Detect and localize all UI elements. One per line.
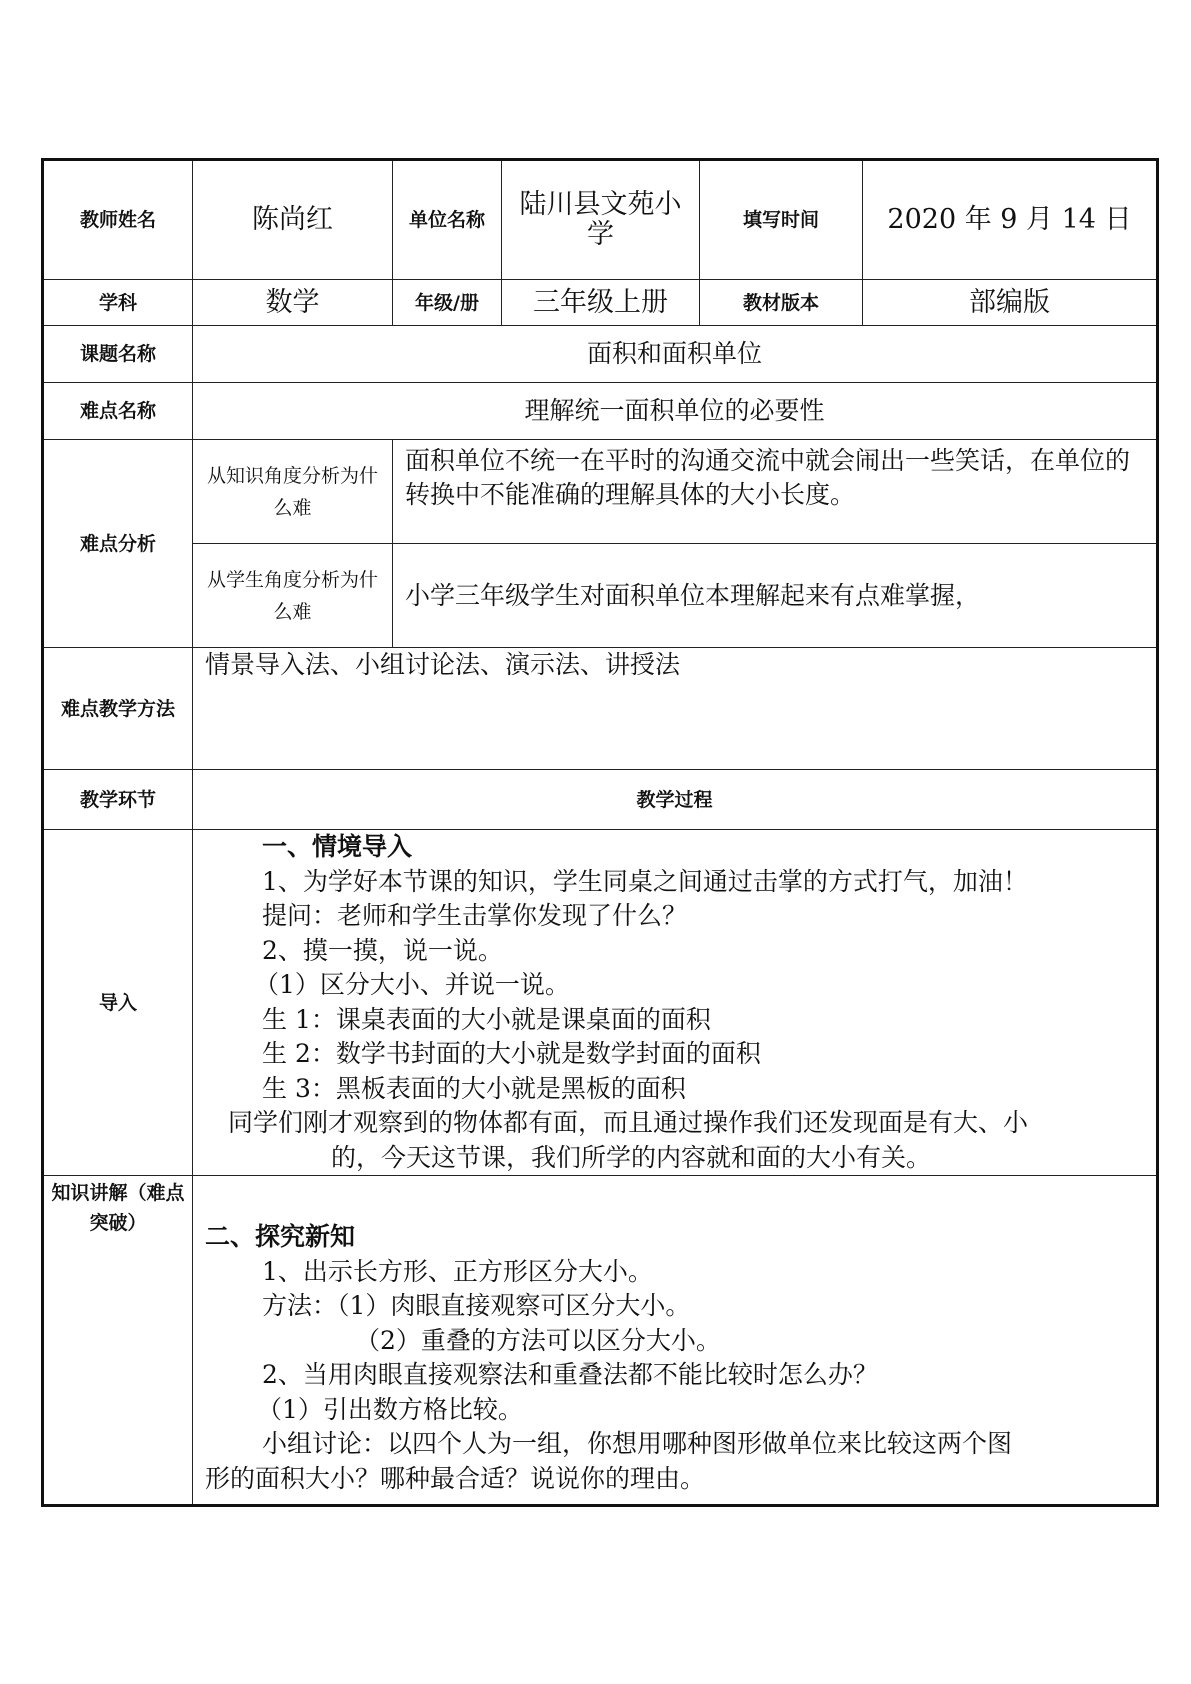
intro-line: 1、为学好本节课的知识，学生同桌之间通过击掌的方式打气，加油！ — [262, 866, 1028, 896]
intro-content — [193, 830, 1158, 1176]
method-label: 难点教学方法 — [43, 648, 193, 770]
lesson-plan-table — [41, 158, 1159, 1507]
knowledge-row — [43, 1176, 1158, 1506]
edition-label: 教材版本 — [700, 280, 863, 326]
grade-label: 年级/册 — [393, 280, 502, 326]
subject-value: 数学 — [193, 280, 393, 326]
knowledge-line: 2、当用肉眼直接观察法和重叠法都不能比较时怎么办？ — [262, 1360, 878, 1389]
intro-line: （1）区分大小、并说一说。 — [254, 970, 570, 999]
knowledge-line: 形的面积大小？哪种最合适？说说你的理由。 — [205, 1463, 706, 1493]
intro-line: 生 2：数学书封面的大小就是数学封面的面积 — [262, 1039, 761, 1068]
date-label: 填写时间 — [700, 160, 863, 280]
analysis-student-row — [43, 544, 1158, 648]
unit-value: 陆川县文苑小学 — [502, 160, 700, 280]
subject-label: 学科 — [43, 280, 193, 326]
student-angle-label: 从学生角度分析为什么难 — [193, 544, 393, 648]
knowledge-line: 方法：（1）肉眼直接观察可区分大小。 — [262, 1291, 691, 1320]
grade-value: 三年级上册 — [502, 280, 700, 326]
teacher-row — [43, 160, 1158, 280]
teacher-value: 陈尚红 — [193, 160, 393, 280]
intro-row — [43, 830, 1158, 1176]
knowledge-line: 1、出示长方形、正方形区分大小。 — [262, 1256, 653, 1286]
student-angle-text: 小学三年级学生对面积单位本理解起来有点难掌握， — [393, 544, 1158, 648]
intro-summary: 的，今天这节课，我们所学的内容就和面的大小有关。 — [331, 1142, 932, 1172]
analysis-label: 难点分析 — [43, 440, 193, 648]
topic-row — [43, 326, 1158, 383]
knowledge-heading: 二、探究新知 — [205, 1222, 356, 1251]
topic-label: 课题名称 — [43, 326, 193, 383]
knowledge-content — [193, 1176, 1158, 1506]
date-value: 2020 年 9 月 14 日 — [863, 160, 1158, 280]
difficulty-row — [43, 383, 1158, 440]
teacher-label: 教师姓名 — [43, 160, 193, 280]
knowledge-line: （2）重叠的方法可以区分大小。 — [355, 1325, 721, 1355]
edition-value: 部编版 — [863, 280, 1158, 326]
intro-heading: 一、情境导入 — [262, 832, 413, 861]
knowledge-line: 小组讨论：以四个人为一组，你想用哪种图形做单位来比较这两个图 — [262, 1429, 1013, 1458]
knowledge-angle-text: 面积单位不统一在平时的沟通交流中就会闹出一些笑话，在单位的转换中不能准确的理解具体的大小长度。 — [393, 440, 1158, 544]
process-header-row — [43, 770, 1158, 830]
intro-summary: 同学们刚才观察到的物体都有面，而且通过操作我们还发现面是有大、小 — [228, 1108, 1029, 1137]
method-row — [43, 648, 1158, 770]
knowledge-angle-label: 从知识角度分析为什么难 — [193, 440, 393, 544]
knowledge-line: （1）引出数方格比较。 — [257, 1394, 523, 1424]
intro-line: 提问：老师和学生击掌你发现了什么？ — [262, 901, 688, 930]
intro-label: 导入 — [43, 830, 193, 1176]
unit-label: 单位名称 — [393, 160, 502, 280]
intro-line: 生 1：课桌表面的大小就是课桌面的面积 — [262, 1004, 711, 1034]
intro-line: 2、摸一摸，说一说。 — [262, 935, 503, 965]
process-header: 教学过程 — [193, 770, 1158, 830]
intro-line: 生 3：黑板表面的大小就是黑板的面积 — [262, 1073, 686, 1103]
knowledge-label: 知识讲解（难点突破） — [43, 1176, 193, 1506]
subject-row — [43, 280, 1158, 326]
method-text: 情景导入法、小组讨论法、演示法、讲授法 — [193, 648, 1158, 770]
analysis-knowledge-row — [43, 440, 1158, 544]
difficulty-value: 理解统一面积单位的必要性 — [193, 383, 1158, 440]
topic-value: 面积和面积单位 — [193, 326, 1158, 383]
stage-header: 教学环节 — [43, 770, 193, 830]
difficulty-label: 难点名称 — [43, 383, 193, 440]
